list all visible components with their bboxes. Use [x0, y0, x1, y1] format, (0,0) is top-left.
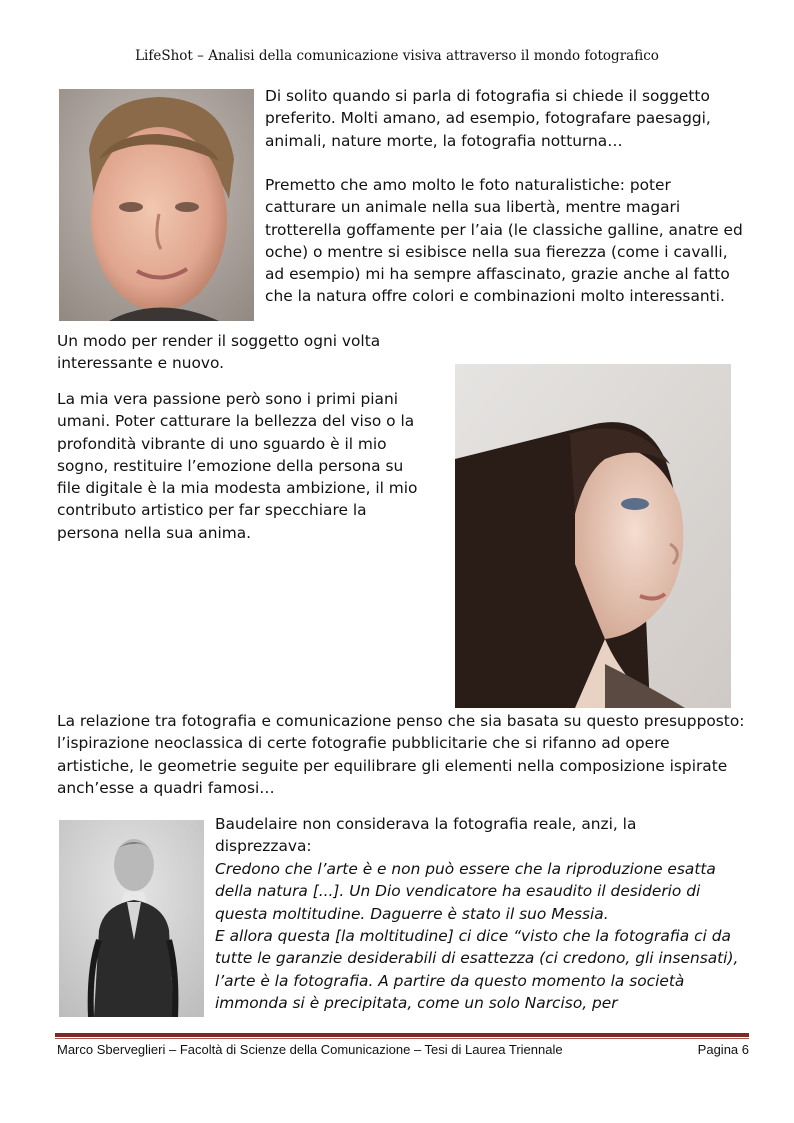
portrait-photo-woman — [455, 364, 731, 708]
running-header: LifeShot – Analisi della comunicazione visiva attraverso il mondo fotografico — [135, 48, 659, 64]
portrait-photo-baudelaire — [59, 820, 204, 1017]
paragraph-4: La mia vera passione però sono i primi piani umani. Poter catturare la bellezza del viso o la profondità vibrante di uno sguardo è il mio sogno, restituire l’emozione della persona su file digitale è la mia modesta ambizione, il mio contributo artistico per far specchiare la persona nella sua anima. — [57, 390, 418, 542]
footer-rule-thin — [55, 1038, 749, 1039]
portrait-photo-man — [59, 89, 254, 321]
footer-rule — [55, 1033, 749, 1037]
footer-author: Marco Sberveglieri – Facoltà di Scienze della Comunicazione – Tesi di Laurea Triennale — [57, 1042, 563, 1057]
page-number: Pagina 6 — [697, 1042, 749, 1057]
quote-1-text: Credono che l’arte è e non può essere che la riproduzione esatta della natura [...]. Un Dio vendicatore ha esaudito il desiderio di questa moltitudine. Daguerre è stato il suo Messia. — [215, 860, 716, 923]
paragraph-3: Un modo per render il soggetto ogni volta interessante e nuovo. — [57, 332, 381, 373]
quote-2 — [215, 925, 747, 1014]
paragraph-6: Baudelaire non considerava la fotografia reale, anzi, la disprezzava: — [215, 815, 637, 856]
quote-2-text: E allora questa [la moltitudine] ci dice “visto che la fotografia ci da tutte le garanzie desiderabili di esattezza (ci credono, gli insensati), l’arte è la fotografia. A partire da questo momento la società immonda si è precipitata, come un solo Narciso, per — [215, 927, 739, 1012]
paragraph-1: Di solito quando si parla di fotografia si chiede il soggetto preferito. Molti amano, ad esempio, fotografare paesaggi, animali, nature morte, la fotografia notturna… — [265, 87, 711, 150]
paragraph-2: Premetto che amo molto le foto naturalistiche: poter catturare un animale nella sua libertà, mentre magari trotterella goffamente per l’aia (le classiche galline, anatre ed oche) o mentre si esibisce nella sua fierezza (come i cavalli, ad esempio) mi ha sempre affascinato, grazie anche al fatto che la natura offre colori e combinazioni molto interessanti. — [265, 176, 743, 306]
quote-1 — [215, 858, 747, 925]
paragraph-5: La relazione tra fotografia e comunicazione penso che sia basata su questo presupposto: l’ispirazione neoclassica di certe fotografie pubblicitarie che si rifanno ad opere artistiche, le geometrie seguite per equilibrare gli elementi nella composizione ispirate anch’esse a quadri famosi… — [57, 712, 745, 797]
